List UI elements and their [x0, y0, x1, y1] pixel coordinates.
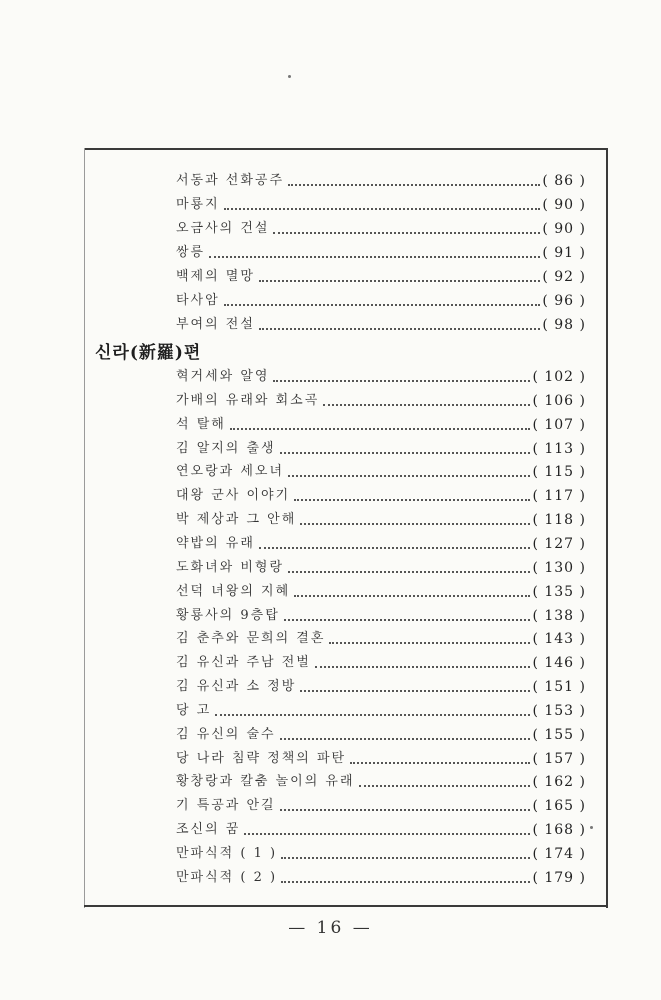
dot-leader — [359, 785, 531, 787]
toc-entry-title: 김 춘추와 문희의 결혼 — [176, 631, 326, 647]
toc-entry — [176, 364, 586, 386]
toc-entry — [176, 793, 586, 815]
toc-entry-title: 마룡지 — [176, 197, 220, 212]
toc-entry-page: ( 127 ) — [532, 535, 586, 552]
toc-entry-page: ( 179 ) — [532, 869, 586, 886]
toc-entry-title: 연오랑과 세오녀 — [176, 464, 285, 480]
dot-leader — [294, 595, 530, 597]
toc-entry — [176, 312, 586, 334]
toc-entry-page: ( 138 ) — [532, 607, 586, 624]
toc-entry-page: ( 107 ) — [532, 416, 586, 433]
dot-leader — [288, 475, 530, 477]
toc-entry-page: ( 174 ) — [532, 846, 586, 862]
toc-entry-title: 석 탈해 — [176, 416, 226, 432]
toc-entry — [176, 626, 586, 648]
page-number: — 16 — — [288, 918, 373, 938]
toc-entry-title: 만파식적 ( 1 ) — [176, 846, 278, 861]
toc-entry-page: ( 143 ) — [532, 631, 586, 648]
toc-entry-title: 황룡사의 9층탑 — [176, 607, 280, 623]
toc-entry — [176, 698, 586, 720]
toc-entry-page: ( 117 ) — [532, 488, 586, 505]
dot-leader — [329, 642, 530, 644]
toc-entry-title: 약밥의 유래 — [176, 535, 255, 551]
toc-entry-page: ( 90 ) — [542, 197, 586, 213]
toc-entry — [176, 841, 586, 863]
dot-leader — [288, 571, 530, 573]
dot-leader — [215, 714, 530, 716]
dot-leader — [300, 690, 530, 692]
dot-leader — [259, 280, 540, 282]
dot-leader — [315, 666, 531, 668]
toc-entry-title: 가배의 유래와 회소곡 — [176, 392, 320, 408]
dot-leader — [209, 256, 540, 258]
toc-entry-title: 만파식적 ( 2 ) — [176, 869, 278, 885]
dot-leader — [280, 809, 531, 811]
toc-entry — [176, 436, 586, 458]
toc-entry — [176, 555, 586, 577]
toc-entry-title: 조신의 꿈 — [176, 822, 241, 838]
dot-leader — [350, 762, 530, 764]
toc-entry-title: 쌍릉 — [176, 245, 206, 260]
toc-entry — [176, 388, 586, 410]
toc-entry — [176, 288, 586, 310]
toc-entry-title: 당 나라 침략 정책의 파탄 — [176, 750, 347, 766]
toc-entry — [176, 507, 586, 529]
toc-entry-page: ( 146 ) — [532, 655, 586, 672]
toc-entry-title: 백제의 멸망 — [176, 269, 255, 284]
toc-entry-page: ( 151 ) — [532, 679, 586, 696]
toc-entry — [176, 216, 586, 238]
dot-leader — [284, 619, 531, 621]
toc-entry-title: 김 유신과 소 정방 — [176, 679, 297, 695]
toc-entry-title: 타사암 — [176, 293, 220, 308]
dot-leader — [300, 523, 530, 525]
toc-entry — [176, 674, 586, 696]
toc-entry — [176, 531, 586, 553]
section-heading-silla: 신라(新羅)편 — [95, 343, 202, 363]
toc-entry — [176, 412, 586, 434]
dot-leader — [273, 232, 540, 234]
toc-entry-page: ( 165 ) — [532, 798, 586, 815]
toc-entry — [176, 240, 586, 262]
toc-entry-page: ( 168 ) — [532, 822, 586, 839]
toc-entry-page: ( 155 ) — [532, 726, 586, 743]
toc-entry-title: 황창랑과 칼춤 놀이의 유래 — [176, 774, 355, 790]
dot-leader — [273, 380, 530, 382]
toc-entry-page: ( 86 ) — [542, 173, 586, 189]
toc-entry-title: 대왕 군사 이야기 — [176, 488, 291, 504]
toc-entry-title: 김 유신과 주남 전벌 — [176, 655, 311, 671]
toc-entry-title: 서동과 선화공주 — [176, 173, 285, 188]
toc-entry-page: ( 135 ) — [532, 583, 586, 600]
toc-entry-title: 김 유신의 술수 — [176, 726, 276, 742]
toc-entry — [176, 746, 586, 768]
toc-entry-page: ( 115 ) — [532, 464, 586, 481]
dot-leader — [288, 184, 540, 186]
toc-entry — [176, 459, 586, 481]
toc-entry-page: ( 91 ) — [542, 245, 586, 261]
toc-entry-page: ( 113 ) — [532, 440, 586, 457]
toc-entry-page: ( 153 ) — [532, 702, 586, 719]
toc-entry-page: ( 162 ) — [532, 774, 586, 791]
dot-leader — [294, 499, 530, 501]
toc-entry — [176, 192, 586, 214]
toc-entry-title: 부여의 전설 — [176, 317, 255, 332]
dot-leader — [259, 328, 540, 330]
toc-entry — [176, 603, 586, 625]
dot-leader — [280, 452, 531, 454]
toc-entry-page: ( 102 ) — [532, 369, 586, 385]
toc-entry-title: 당 고 — [176, 702, 212, 718]
dot-leader — [230, 428, 531, 430]
toc-entry — [176, 264, 586, 286]
toc-entry — [176, 769, 586, 791]
dot-leader — [281, 881, 530, 883]
toc-entry-title: 박 제상과 그 안해 — [176, 512, 297, 528]
toc-entry-title: 혁거세와 알영 — [176, 369, 270, 384]
toc-entry — [176, 483, 586, 505]
toc-entry-title: 도화녀와 비형랑 — [176, 559, 285, 575]
toc-entry — [176, 865, 586, 887]
toc-entry-title: 선덕 녀왕의 지혜 — [176, 583, 291, 599]
toc-entry-page: ( 92 ) — [542, 269, 586, 285]
toc-entry — [176, 722, 586, 744]
dot-leader — [280, 738, 531, 740]
toc-entry-page: ( 157 ) — [532, 750, 586, 767]
dot-leader — [244, 833, 530, 835]
dot-leader — [224, 208, 541, 210]
dot-leader — [323, 404, 530, 406]
dot-leader — [281, 857, 530, 859]
toc-entry-page: ( 118 ) — [532, 512, 586, 529]
toc-entry-title: 김 알지의 출생 — [176, 440, 276, 456]
toc-entry — [176, 168, 586, 190]
toc-entry-page: ( 90 ) — [542, 221, 586, 237]
toc-entry — [176, 579, 586, 601]
toc-entry — [176, 817, 586, 839]
toc-entry — [176, 650, 586, 672]
toc-entry-page: ( 96 ) — [542, 293, 586, 309]
toc-entry-page: ( 106 ) — [532, 392, 586, 409]
dot-leader — [259, 547, 531, 549]
toc-entry-title: 기 특공과 안길 — [176, 798, 276, 814]
dot-leader — [224, 304, 541, 306]
toc-entry-page: ( 98 ) — [542, 317, 586, 333]
toc-entry-page: ( 130 ) — [532, 559, 586, 576]
toc-entry-title: 오금사의 건설 — [176, 221, 270, 236]
